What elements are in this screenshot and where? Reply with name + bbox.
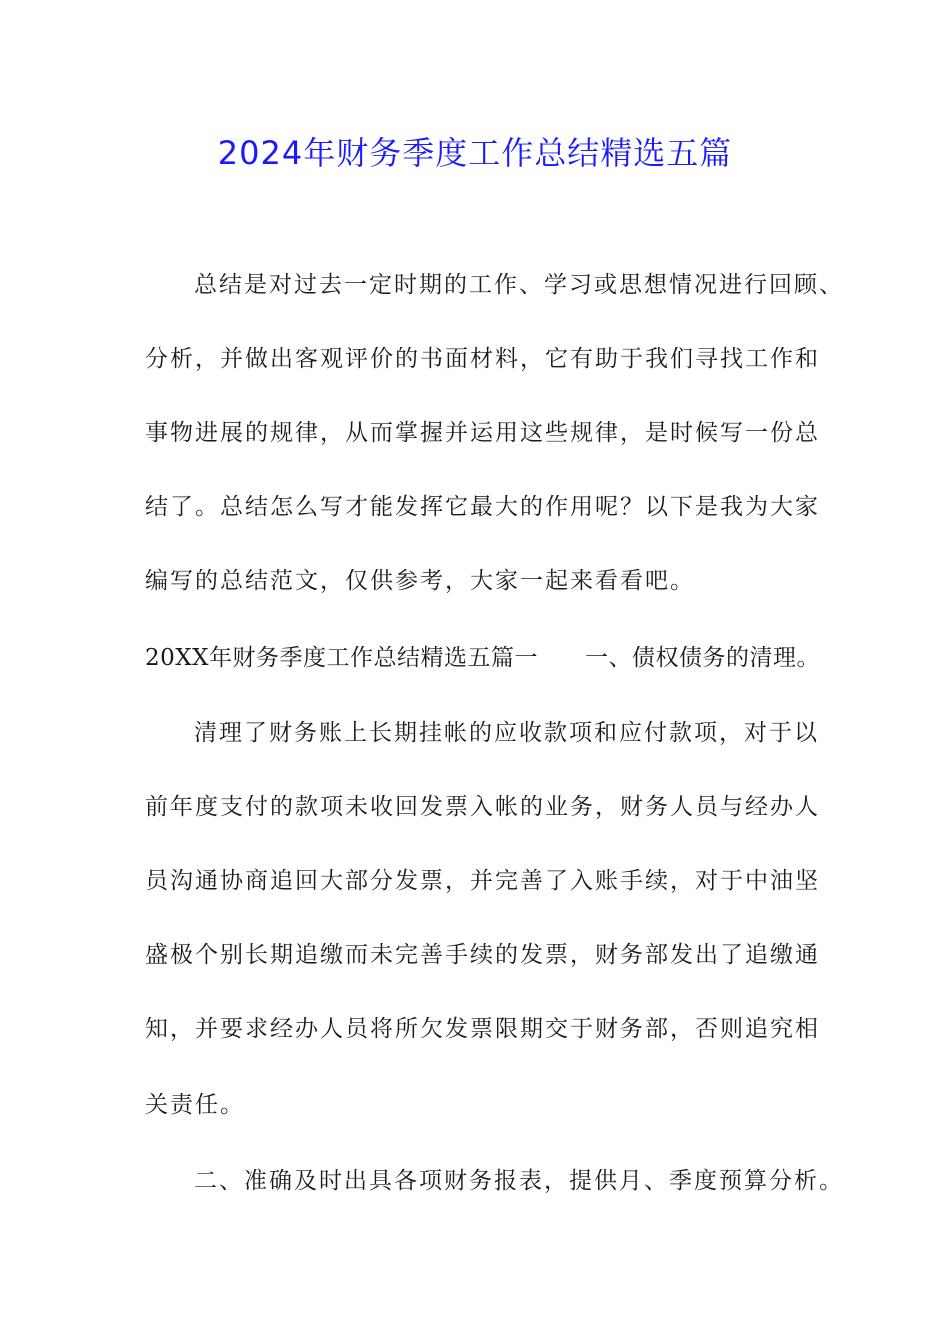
section-heading-line: 20XX年财务季度工作总结精选五篇一 一、债权债务的清理。 <box>145 645 821 671</box>
paragraph-line: 结了。总结怎么写才能发挥它最大的作用呢？以下是我为大家 <box>145 494 820 520</box>
paragraph-line: 员沟通协商追回大部分发票，并完善了入账手续，对于中油坚 <box>145 868 820 894</box>
paragraph-line: 二、准确及时出具各项财务报表，提供月、季度预算分析。 <box>194 1168 844 1194</box>
document-title: 2024年财务季度工作总结精选五篇 <box>217 134 733 172</box>
paragraph-line: 前年度支付的款项未收回发票入帐的业务，财务人员与经办人 <box>145 794 820 820</box>
paragraph-line: 知，并要求经办人员将所欠发票限期交于财务部，否则追究相 <box>145 1016 820 1042</box>
paragraph-line: 清理了财务账上长期挂帐的应收款项和应付款项，对于以 <box>194 720 819 746</box>
paragraph-line: 盛极个别长期追缴而未完善手续的发票，财务部发出了追缴通 <box>145 942 820 968</box>
paragraph-line: 总结是对过去一定时期的工作、学习或思想情况进行回顾、 <box>194 272 844 298</box>
paragraph-line: 事物进展的规律，从而掌握并运用这些规律，是时候写一份总 <box>145 420 820 446</box>
paragraph-line: 编写的总结范文，仅供参考，大家一起来看看吧。 <box>145 568 695 594</box>
paragraph-line: 分析，并做出客观评价的书面材料，它有助于我们寻找工作和 <box>145 346 820 372</box>
paragraph-line: 关责任。 <box>145 1092 245 1118</box>
